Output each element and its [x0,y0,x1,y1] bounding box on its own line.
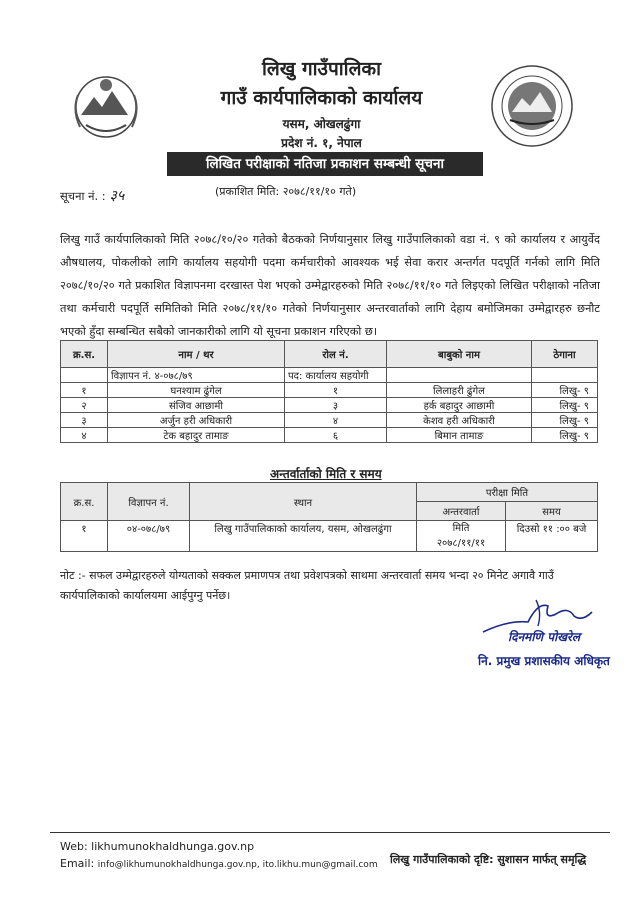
signatory-title: नि. प्रमुख प्रशासकीय अधिकृत [478,654,610,668]
post-name: पद: कार्यालय सहयोगी [285,368,387,383]
col-address: ठेगाना [532,341,598,368]
footer-slogan: लिखु गाउँपालिकाको दृष्टि: सुशासन मार्फत् समृद्धि [390,853,587,866]
interview-table [60,482,598,552]
interview-heading: अन्तर्वार्ताको मिति र समय [270,467,382,481]
office-address: यसम, ओखलढुंगा [282,117,361,131]
footer-web: Web: likhumunokhaldhunga.gov.np [60,840,255,853]
notice-number-value: ३५ [109,188,125,204]
int-col-ad: विज्ञापन नं. [108,483,190,521]
int-col-time: समय [506,502,598,521]
table-row [61,368,598,383]
footer-email-value: info@likhumunokhaldhunga.gov.np, ito.likhu.mun@gmail.com [97,860,378,870]
int-col-place: स्थान [190,483,417,521]
col-sn: क्र.स. [61,341,108,368]
result-table [60,340,598,443]
table-row: १ घनश्याम ढुंगेल १ लिलाहरी ढुंगेल लिखु- ९ [61,383,598,398]
ad-number: विज्ञापन नं. ४-०७८/७९ [108,368,285,383]
province: प्रदेश नं. १, नेपाल [281,136,362,150]
int-col-sn: क्र.स. [61,483,108,521]
notice-number [60,186,124,205]
footer-email [60,857,378,870]
table-header-row [61,483,598,502]
interview-time: दिउसो ११ :०० बजे [506,521,598,552]
table-row: ४ टेक बहादुर तामाङ ६ बिमान तामाङ लिखु- ९ [61,428,598,443]
col-name: नाम / थर [108,341,285,368]
int-col-exam-date: परीक्षा मिति [417,483,598,502]
published-date: (प्रकाशित मिति: २०७८/११/१० गते) [215,185,357,198]
table-row: ३ अर्जुन हरी अधिकारी ४ केशव हरी अधिकारी लिखु- ९ [61,413,598,428]
note: नोट :- सफल उम्मेद्वारहरुले योग्यताको सक्कल प्रमाणपत्र तथा प्रवेशपत्रको साथमा अन्तरवार्ता समय भन्दा २० मिनेट अगावै गाउँ कार्यपालिकाको कार्यालयमा आईपुग्नु पर्नेछ। [60,569,554,602]
col-father: बाबुको नाम [387,341,532,368]
footer-divider [50,832,610,833]
office-name: गाउँ कार्यपालिकाको कार्यालय [220,87,423,109]
table-row: १ ०४-०७८/७९ लिखु गाउँपालिकाको कार्यालय, यसम, ओखलढुंगा मिति २०७८/११/११ दिउसो ११ :०० बजे [61,521,598,552]
notice-title: लिखित परीक्षाको नतिजा प्रकाशन सम्बन्धी सूचना [167,152,483,176]
footer-email-label: Email: [60,857,95,870]
interview-date-label: मिति [452,523,470,534]
notice-number-label: सूचना नं. : [60,189,106,203]
interview-date: २०७८/११/११ [436,538,486,549]
table-header-row [61,341,598,368]
col-roll: रोल नं. [285,341,387,368]
signatory-name: दिनमणि पोखरेल [508,630,581,644]
int-col-interview: अन्तरवार्ता [417,502,506,521]
table-row: २ संजिव आछामी ३ हर्क बहादुर आछामी लिखु- ९ [61,398,598,413]
notice-body: लिखु गाउँ कार्यपालिकाको मिति २०७८/१०/२० गतेको बैठकको निर्णयानुसार लिखु गाउँपालिकाको वडा नं. ९ को कार्यालय र आयुर्वेद औषधालय, पोकलीको लागि कार्यालय सहयोगी पदमा कर्मचारीको आवश्यक भई सेवा करार अन्तर्गत पदपूर्ति गर्नको लागि मिति २०७८/१०/२० गते प्रकाशित विज्ञापनमा दरखास्त पेश भएको उम्मेद्वारहरुको मिति २०७८/११/१० गते लिइएको लिखित परीक्षाको नतिजा तथा कर्मचारी पदपूर्ति समितिको मिति २०७८/११/१० गतेको निर्णयानुसार अन्तरवार्ताको लागि देहाय बमोजिमका उम्मेद्वारहरु छनौट भएको हुँदा सम्बन्धित सबैको जानकारीको लागि यो सूचना प्रकाशन गरिएको छ। [60,233,600,338]
org-name: लिखु गाउँपालिका [261,58,382,80]
